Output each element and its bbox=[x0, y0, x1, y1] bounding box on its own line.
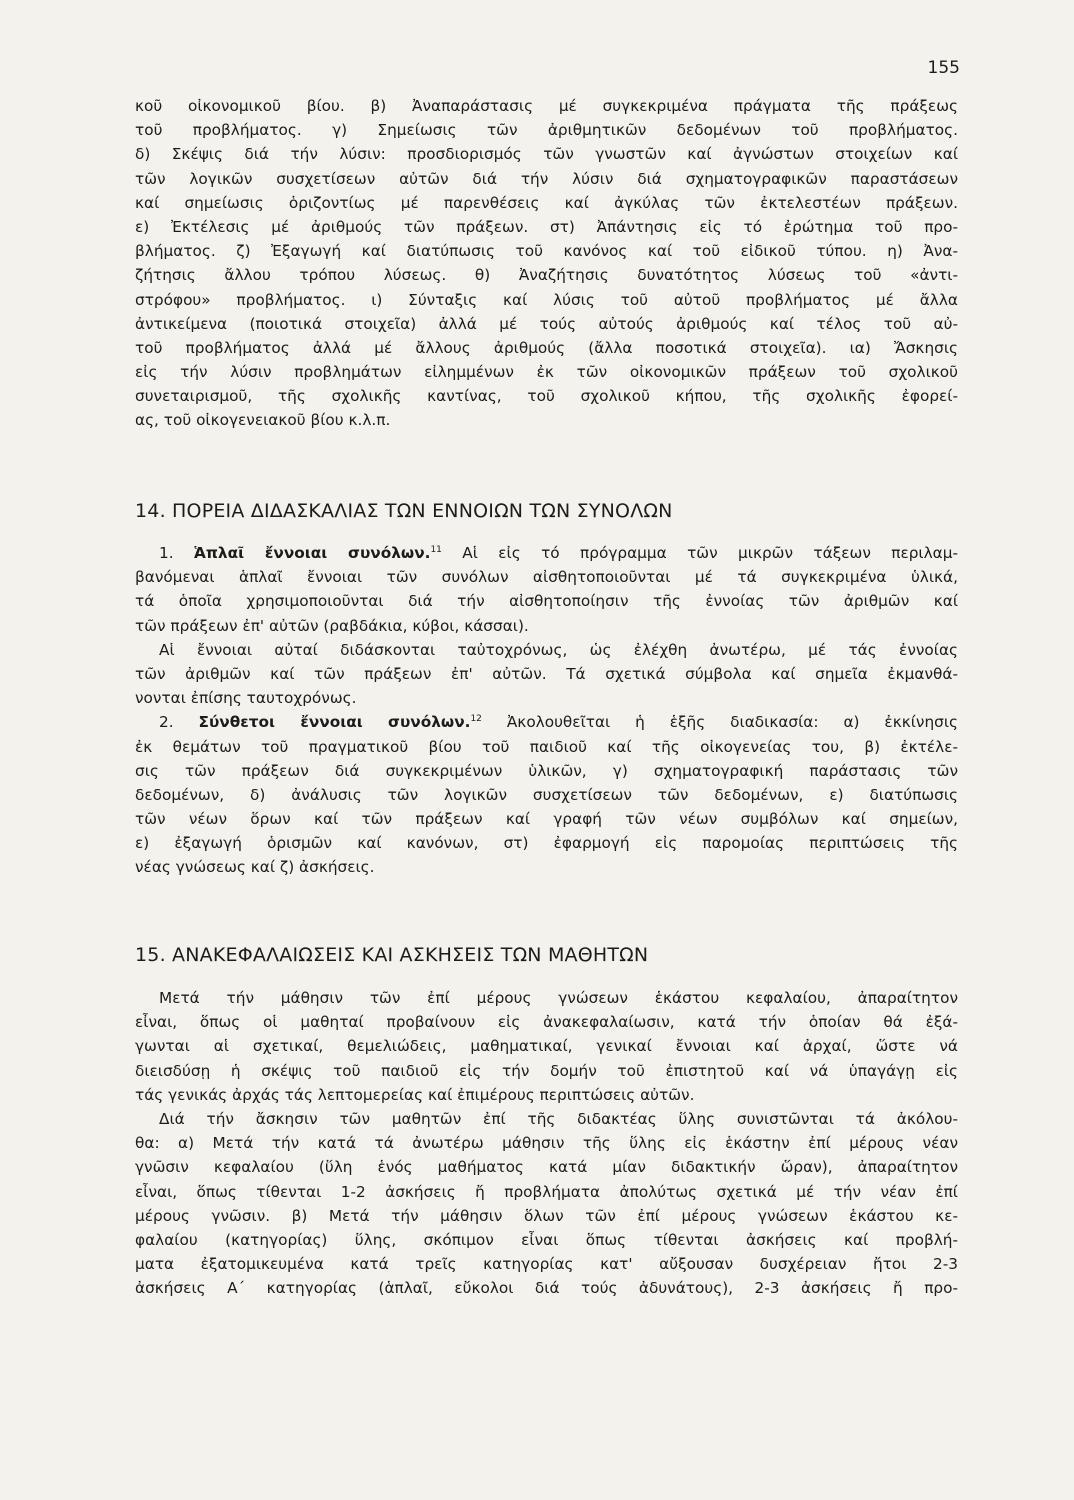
text-line: δεδομένων, δ) ἀνάλυσις τῶν λογικῶν συσχετίσεων τῶν δεδομένων, ε) διατύπωσις bbox=[135, 785, 958, 804]
text-line: θα: α) Μετά τήν κατά τά ἀνωτέρω μάθησιν τῆς ὕλης εἰς ἑκάστην ἐπί μέρους νέαν bbox=[135, 1134, 958, 1153]
text-line: νονται ἐπίσης ταυτοχρόνως. bbox=[135, 689, 357, 708]
text-line: γνῶσιν κεφαλαίου (ὕλη ἑνός μαθήματος κατά μίαν διδακτικήν ὥραν), ἀπαραίτητον bbox=[135, 1158, 958, 1177]
intro-paragraph bbox=[135, 94, 958, 433]
page-number: 155 bbox=[927, 58, 960, 78]
text-line: Μετά τήν μάθησιν τῶν ἐπί μέρους γνώσεων ἑκάστου κεφαλαίου, ἀπαραίτητον bbox=[159, 989, 958, 1007]
footnote-ref: 11 bbox=[430, 545, 442, 555]
item-1-first-line bbox=[135, 541, 958, 565]
text-line: εἰς τήν λύσιν προβλημάτων εἰλημμένων ἐκ τῶν οἰκονομικῶν πράξεων τοῦ σχολικοῦ bbox=[135, 363, 958, 382]
text-line: τά ὁποῖα χρησιμοποιοῦνται διά τήν αἰσθητοποίησιν τῆς ἐννοίας τῶν ἀριθμῶν καί bbox=[135, 592, 958, 611]
section-15-body bbox=[135, 986, 958, 1300]
text-line: εἶναι, ὅπως τίθενται 1-2 ἀσκήσεις ἤ προβλήματα ἀπολύτως σχετικά μέ τήν νέαν ἐπί bbox=[135, 1182, 958, 1201]
section-15-heading: 15. ΑΝΑΚΕΦΑΛΑΙΩΣΕΙΣ ΚΑΙ ΑΣΚΗΣΕΙΣ ΤΩΝ ΜΑΘΗΤΩΝ bbox=[135, 944, 649, 966]
text-line: ας, τοῦ οἰκογενειακοῦ βίου κ.λ.π. bbox=[135, 411, 391, 430]
section-14-body bbox=[135, 541, 958, 880]
text-line: βανόμεναι ἁπλαῖ ἔννοιαι τῶν συνόλων αἰσθητοποιοῦνται μέ τά συγκεκριμένα ὑλικά, bbox=[135, 568, 958, 587]
item-text: Αἱ εἰς τό πρόγραμμα τῶν μικρῶν τάξεων περιλαμ- bbox=[441, 544, 958, 562]
item-2-first-line bbox=[135, 710, 958, 734]
text-line: τοῦ προβλήματος. γ) Σημείωσις τῶν ἀριθμητικῶν δεδομένων τοῦ προβλήματος. bbox=[135, 121, 958, 140]
text-line: τῶν πράξεων ἐπ' αὐτῶν (ραβδάκια, κύβοι, κάσσαι). bbox=[135, 616, 529, 635]
text-line: φαλαίου (κατηγορίας) ὕλης, σκόπιμον εἶναι ὅπως τίθενται ἀσκήσεις καί προβλή- bbox=[135, 1230, 958, 1249]
text-line: σις τῶν πράξεων διά συγκεκριμένων ὑλικῶν, γ) σχηματογραφική παράστασις τῶν bbox=[135, 761, 958, 780]
text-line: Αἱ ἔννοιαι αὐταί διδάσκονται ταὐτοχρόνως, ὡς ἐλέχθη ἀνωτέρω, μέ τάς ἐννοίας bbox=[159, 640, 958, 659]
text-line: νέας γνώσεως καί ζ) ἀσκήσεις. bbox=[135, 858, 375, 877]
text-line: δ) Σκέψις διά τήν λύσιν: προσδιορισμός τῶν γνωστῶν καί ἀγνώστων στοιχείων καί bbox=[135, 145, 958, 164]
text-line: ε) ἐξαγωγή ὁρισμῶν καί κανόνων, στ) ἐφαρμογή εἰς παρομοίας περιπτώσεις τῆς bbox=[135, 834, 958, 853]
text-line: στρόφου» προβλήματος. ι) Σύνταξις καί λύσις τοῦ αὐτοῦ προβλήματος μέ ἄλλα bbox=[135, 290, 958, 309]
text-line: Διά τήν ἄσκησιν τῶν μαθητῶν ἐπί τῆς διδακτέας ὕλης συνιστῶνται τά ἀκόλου- bbox=[159, 1109, 958, 1128]
text-line: κοῦ οἰκονομικοῦ βίου. β) Ἀναπαράστασις μέ συγκεκριμένα πράγματα τῆς πράξεως bbox=[135, 97, 958, 115]
item-text: Ἀκολουθεῖται ἡ ἑξῆς διαδικασία: α) ἐκκίνησις bbox=[481, 713, 958, 732]
text-line: συνεταιρισμοῦ, τῆς σχολικῆς καντίνας, τοῦ σχολικοῦ κήπου, τῆς σχολικῆς ἐφορεί- bbox=[135, 387, 958, 406]
text-line: διεισδύσῃ ἡ σκέψις τοῦ παιδιοῦ εἰς τήν δομήν τοῦ ἐπιστητοῦ καί νά ὑπαγάγῃ εἰς bbox=[135, 1061, 958, 1080]
item-number: 2. bbox=[159, 713, 199, 732]
text-line: τῶν νέων ὅρων καί τῶν πράξεων καί γραφή τῶν νέων συμβόλων καί σημείων, bbox=[135, 810, 958, 829]
text-line: ματα ἐξατομικευμένα κατά τρεῖς κατηγορίας κατ' αὔξουσαν δυσχέρειαν ἤτοι 2-3 bbox=[135, 1255, 958, 1274]
text-line: τῶν ἀριθμῶν καί τῶν πράξεων ἐπ' αὐτῶν. Τά σχετικά σύμβολα καί σημεῖα ἐκμανθά- bbox=[135, 664, 958, 683]
text-line: ἀντικείμενα (ποιοτικά στοιχεῖα) ἀλλά μέ τούς αὐτούς ἀριθμούς καί τέλος τοῦ αὐ- bbox=[135, 314, 958, 333]
item-title: Ἁπλαῖ ἔννοιαι συνόλων. bbox=[193, 544, 431, 562]
text-line: γωνται αἱ σχετικαί, θεμελιώδεις, μαθηματικαί, γενικαί ἔννοιαι καί ἀρχαί, ὥστε νά bbox=[135, 1037, 958, 1056]
item-number: 1. bbox=[159, 544, 194, 562]
text-line: ἐκ θεμάτων τοῦ πραγματικοῦ βίου τοῦ παιδιοῦ καί τῆς οἰκογενείας του, β) ἐκτέλε- bbox=[135, 737, 958, 756]
text-line: τῶν λογικῶν συσχετίσεων αὐτῶν διά τήν λύσιν διά σχηματογραφικῶν παραστάσεων bbox=[135, 169, 958, 188]
text-line: τοῦ προβλήματος ἀλλά μέ ἄλλους ἀριθμούς (ἄλλα ποσοτικά στοιχεῖα). ια) Ἄσκησις bbox=[135, 338, 958, 357]
text-line: μέρους γνῶσιν. β) Μετά τήν μάθησιν ὅλων τῶν ἐπί μέρους γνώσεων ἑκάστου κε- bbox=[135, 1206, 958, 1225]
text-line: καί σημείωσις ὁριζοντίως μέ παρενθέσεις καί ἀγκύλας τῶν ἐκτελεστέων πράξεων. bbox=[135, 193, 958, 212]
section-14-heading: 14. ΠΟΡΕΙΑ ΔΙΔΑΣΚΑΛΙΑΣ ΤΩΝ ΕΝΝΟΙΩΝ ΤΩΝ ΣΥΝΟΛΩΝ bbox=[135, 500, 673, 522]
text-line: ἀσκήσεις Α΄ κατηγορίας (ἁπλαῖ, εὔκολοι διά τούς ἀδυνάτους), 2-3 ἀσκήσεις ἤ προ- bbox=[135, 1279, 958, 1298]
text-line: τάς γενικάς ἀρχάς τάς λεπτομερείας καί ἐπιμέρους περιπτώσεις αὐτῶν. bbox=[135, 1085, 695, 1104]
text-line: βλήματος. ζ) Ἐξαγωγή καί διατύπωσις τοῦ κανόνος καί τοῦ εἰδικοῦ τύπου. η) Ἀνα- bbox=[135, 242, 958, 261]
text-line: ζήτησις ἄλλου τρόπου λύσεως. θ) Ἀναζήτησις δυνατότητος λύσεως τοῦ «ἀντι- bbox=[135, 266, 958, 285]
footnote-ref: 12 bbox=[470, 714, 482, 725]
item-title: Σύνθετοι ἔννοιαι συνόλων. bbox=[198, 713, 471, 732]
text-line: ε) Ἐκτέλεσις μέ ἀριθμούς τῶν πράξεων. στ) Ἀπάντησις εἰς τό ἐρώτημα τοῦ προ- bbox=[135, 217, 958, 236]
text-line: εἶναι, ὅπως οἱ μαθηταί προβαίνουν εἰς ἀνακεφαλαίωσιν, κατά τήν ὁποίαν θά ἐξά- bbox=[135, 1013, 958, 1032]
